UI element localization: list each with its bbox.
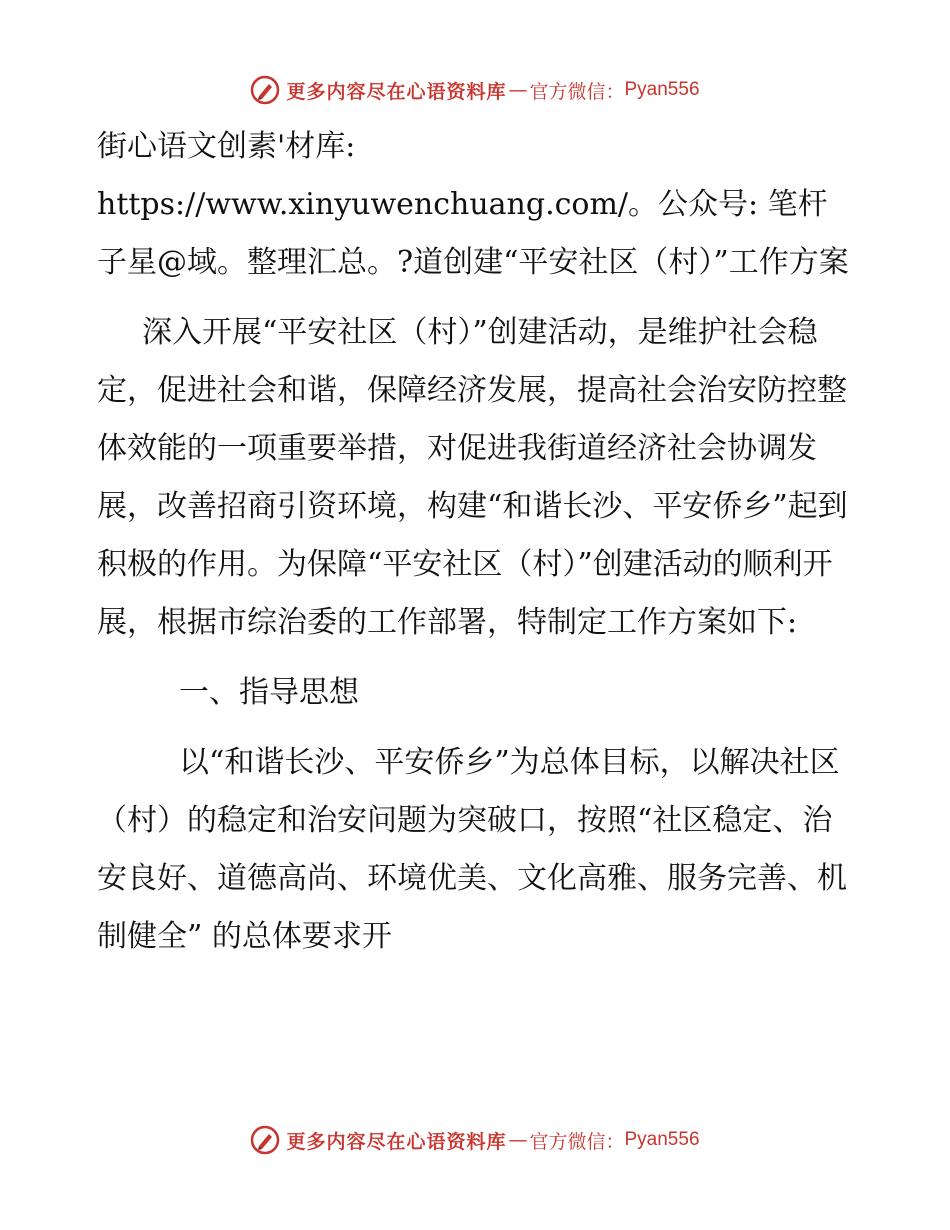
section-heading-1: 一、指导思想 <box>179 675 359 710</box>
body-paragraph-2: 以“和谐长沙、平安侨乡”为总体目标，以解决社区（村）的稳定和治安问题为突破口，按照“社区稳定、治安良好、道德高尚、环境优美、文化高雅、服务完善、机制健全” 的总体要求开 <box>97 745 847 954</box>
watermark-wechat-id: Pyan556 <box>624 1129 700 1150</box>
watermark-header <box>0 70 950 110</box>
watermark-dash: — <box>508 79 528 101</box>
watermark-dash: — <box>508 1129 528 1151</box>
watermark-wechat-id: Pyan556 <box>624 79 700 100</box>
watermark-wechat-label: 官方微信： <box>529 1130 625 1153</box>
watermark-text: 更多内容尽在心语资料库 <box>286 1130 507 1153</box>
document-body <box>97 118 857 966</box>
intro-paragraph: 街心语文创素'材库: https://www.xinyuwenchuang.com/。公众号: 笔杆子星@域。整理汇总。?道创建“平安社区（村）”工作方案 <box>97 129 849 280</box>
pen-logo-icon <box>250 75 280 105</box>
body-paragraph-1: 深入开展“平安社区（村）”创建活动，是维护社会稳定，促进社会和谐，保障经济发展，提高社会治安防控整体效能的一项重要举措，对促进我街道经济社会协调发展，改善招商引资环境，构建“和谐长沙、平安侨乡”起到积极的作用。为保障“平安社区（村）”创建活动的顺利开展，根据市综治委的工作部署，特制定工作方案如下: <box>97 315 848 640</box>
watermark-wechat-label: 官方微信： <box>529 80 625 103</box>
watermark-text: 更多内容尽在心语资料库 <box>286 80 507 103</box>
watermark-footer <box>0 1120 950 1160</box>
pen-logo-icon <box>250 1125 280 1155</box>
